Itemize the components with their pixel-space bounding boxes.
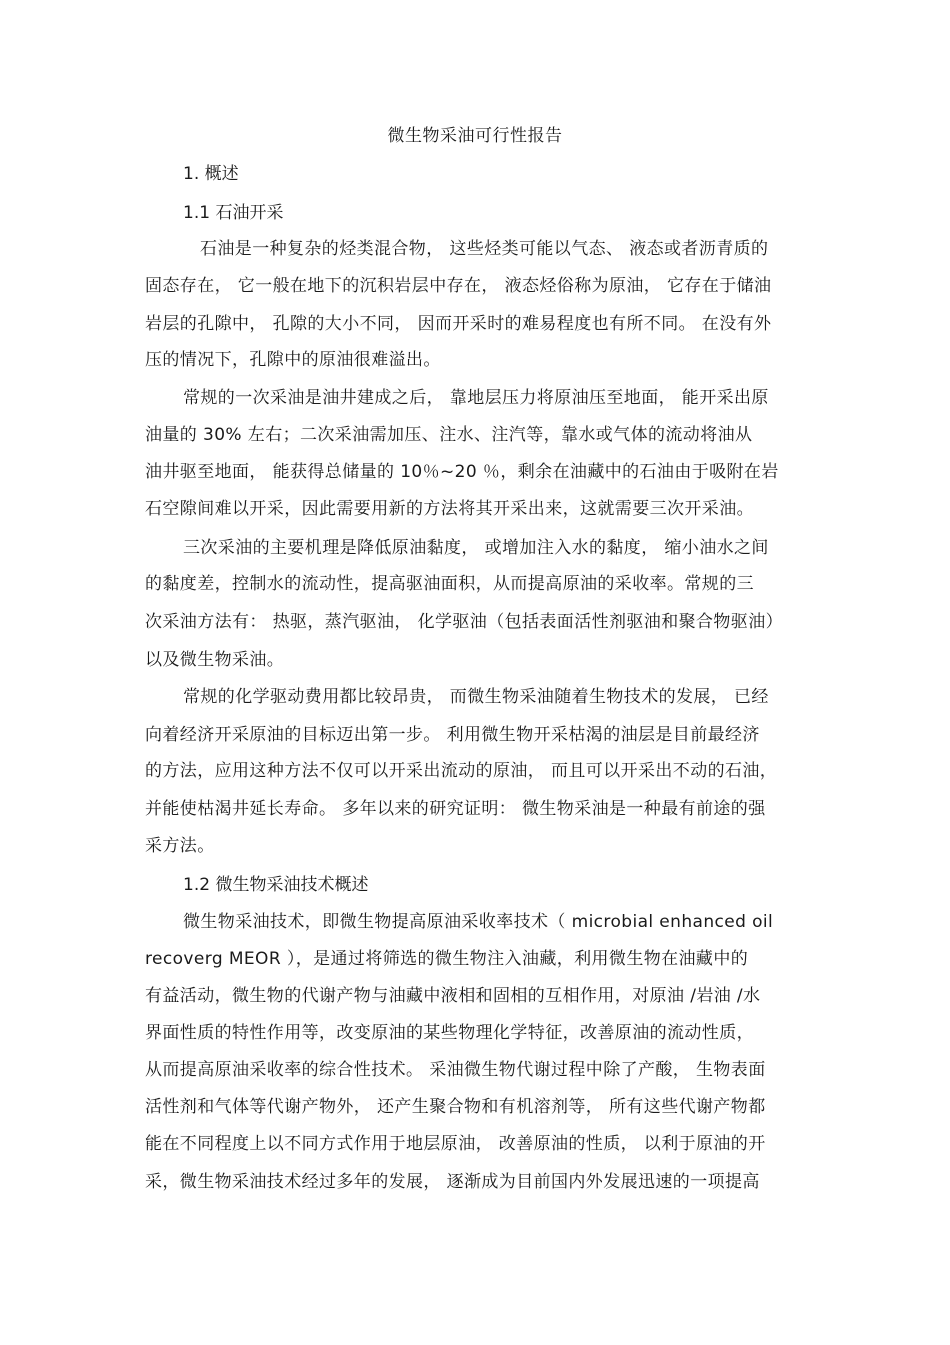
paragraph-line: recoverg MEOR ），是通过将筛选的微生物注入油藏，利用微生物在油藏中的	[145, 949, 749, 969]
paragraph-line: 石油是一种复杂的烃类混合物， 这些烃类可能以气态、 液态或者沥青质的	[200, 239, 769, 259]
paragraph-line: 活性剂和气体等代谢产物外， 还产生聚合物和有机溶剂等， 所有这些代谢产物都	[145, 1097, 766, 1117]
paragraph-line: 固态存在， 它一般在地下的沉积岩层中存在， 液态烃俗称为原油， 它存在于储油	[145, 276, 772, 296]
paragraph-line: 并能使枯渴井延长寿命。 多年以来的研究证明： 微生物采油是一种最有前途的强	[145, 799, 766, 819]
paragraph-line: 采，微生物采油技术经过多年的发展， 逐渐成为目前国内外发展迅速的一项提高	[145, 1172, 760, 1192]
paragraph-line: 三次采油的主要机理是降低原油黏度， 或增加注入水的黏度， 缩小油水之间	[183, 538, 769, 558]
paragraph-line: 向着经济开采原油的目标迈出第一步。 利用微生物开采枯渴的油层是目前最经济	[145, 725, 760, 745]
paragraph-line: 微生物采油技术，即微生物提高原油采收率技术（ microbial enhanced oil	[183, 912, 774, 932]
paragraph-line: 石空隙间难以开采，因此需要用新的方法将其开采出来，这就需要三次开采油。	[145, 499, 754, 519]
paragraph-line: 采方法。	[145, 836, 215, 856]
paragraph-line: 岩层的孔隙中， 孔隙的大小不同， 因而开采时的难易程度也有所不同。 在没有外	[145, 314, 772, 334]
paragraph-line: 能在不同程度上以不同方式作用于地层原油， 改善原油的性质， 以利于原油的开	[145, 1134, 766, 1154]
paragraph-line: 油量的 30% 左右；二次采油需加压、注水、注汽等，靠水或气体的流动将油从	[145, 425, 753, 445]
section-heading-1-1: 1.1 石油开采	[183, 203, 284, 223]
paragraph-line: 的方法，应用这种方法不仅可以开采出流动的原油， 而且可以开采出不动的石油，	[145, 761, 778, 781]
document-title: 微生物采油可行性报告	[387, 126, 563, 146]
section-heading-1-2: 1.2 微生物采油技术概述	[183, 875, 369, 895]
paragraph-line: 压的情况下，孔隙中的原油很难溢出。	[145, 350, 441, 370]
paragraph-line: 次采油方法有： 热驱，蒸汽驱油， 化学驱油（包括表面活性剂驱油和聚合物驱油）	[145, 612, 784, 632]
paragraph-line: 常规的化学驱动费用都比较昂贵， 而微生物采油随着生物技术的发展， 已经	[183, 687, 769, 707]
paragraph-line: 以及微生物采油。	[145, 650, 285, 670]
paragraph-line: 的黏度差，控制水的流动性，提高驱油面积，从而提高原油的采收率。常规的三	[145, 574, 754, 594]
paragraph-line: 有益活动，微生物的代谢产物与油藏中液相和固相的互相作用，对原油 /岩油 /水	[145, 986, 761, 1006]
paragraph-line: 界面性质的特性作用等，改变原油的某些物理化学特征，改善原油的流动性质，	[145, 1023, 754, 1043]
paragraph-line: 从而提高原油采收率的综合性技术。 采油微生物代谢过程中除了产酸， 生物表面	[145, 1060, 766, 1080]
paragraph-line: 常规的一次采油是油井建成之后， 靠地层压力将原油压至地面， 能开采出原	[183, 388, 769, 408]
paragraph-line: 油井驱至地面， 能获得总储量的 10％~20 ％，剩余在油藏中的石油由于吸附在岩	[145, 462, 779, 482]
section-heading-1: 1. 概述	[183, 164, 239, 184]
